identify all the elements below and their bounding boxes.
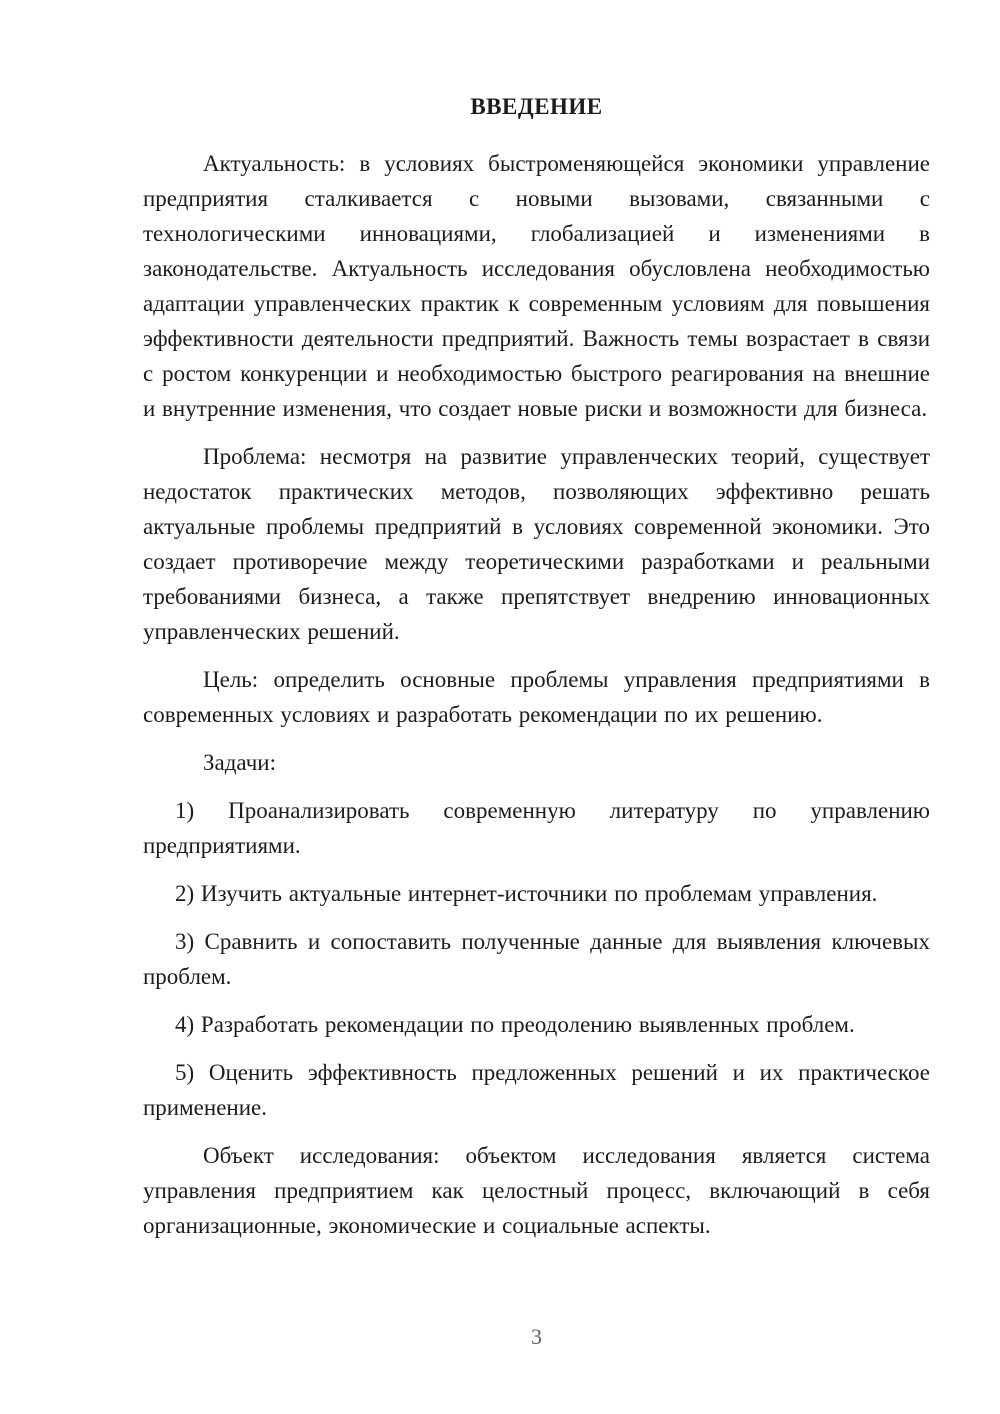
tasks-label: Задачи:	[203, 750, 276, 775]
paragraph-goal: Цель: определить основные проблемы управления предприятиями в современных условиях и разработать рекомендации по их решению.	[143, 667, 930, 727]
paragraph-relevance: Актуальность: в условиях быстроменяющейся экономики управление предприятия сталкивается с новыми вызовами, связанными с технологическими инновациями, глобализацией и изменениями в законодательстве. Актуальность исследования обусловлена необходимостью адаптации управленческих практик к современным условиям для повышения эффективности деятельности предприятий. Важность темы возрастает в связи с ростом конкуренции и необходимостью быстрого реагирования на внешние и внутренние изменения, что создает новые риски и возможности для бизнеса.	[143, 151, 930, 421]
task-item-5: 5) Оценить эффективность предложенных решений и их практическое применение.	[143, 1060, 930, 1120]
task-item-3: 3) Сравнить и сопоставить полученные данные для выявления ключевых проблем.	[143, 929, 930, 989]
task-item-2: 2) Изучить актуальные интернет-источники по проблемам управления.	[175, 881, 878, 906]
paragraph-object: Объект исследования: объектом исследования является система управления предприятием как целостный процесс, включающий в себя организационные, экономические и социальные аспекты.	[143, 1143, 930, 1238]
page-number: 3	[531, 1324, 542, 1349]
page-content	[143, 92, 930, 1256]
task-item-4: 4) Разработать рекомендации по преодолению выявленных проблем.	[175, 1012, 855, 1037]
page-title: ВВЕДЕНИЕ	[470, 94, 603, 119]
paragraph-problem: Проблема: несмотря на развитие управленческих теорий, существует недостаток практических методов, позволяющих эффективно решать актуальные проблемы предприятий в условиях современной экономики. Это создает противоречие между теоретическими разработками и реальными требованиями бизнеса, а также препятствует внедрению инновационных управленческих решений.	[143, 444, 930, 644]
task-item-1: 1) Проанализировать современную литературу по управлению предприятиями.	[143, 798, 930, 858]
